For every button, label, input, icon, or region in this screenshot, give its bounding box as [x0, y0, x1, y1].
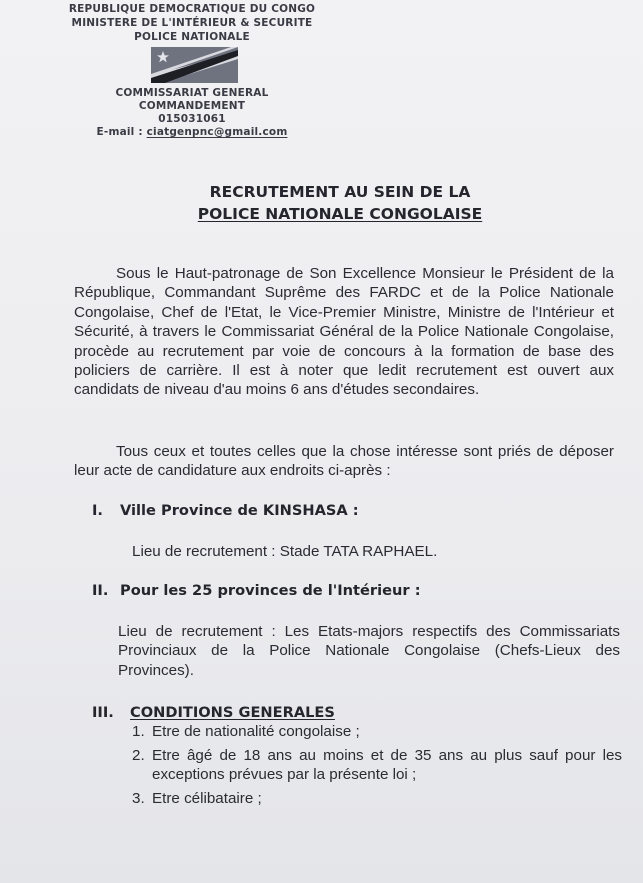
condition-item	[132, 746, 622, 785]
letterhead-commissariat: COMMISSARIAT GENERAL	[115, 87, 269, 99]
section-2-number: II.	[92, 582, 109, 599]
condition-item	[132, 722, 622, 741]
section-3-number: III.	[92, 704, 114, 721]
letterhead-phone: 015031061	[158, 113, 226, 125]
condition-text: Etre de nationalité congolaise ;	[152, 723, 360, 740]
email-link[interactable]: ciatgenpnc@gmail.com	[146, 126, 288, 138]
letterhead-police: POLICE NATIONALE	[134, 31, 250, 43]
condition-number: 2.	[132, 747, 145, 764]
condition-item	[132, 789, 622, 808]
invite-paragraph: Tous ceux et toutes celles que la chose intéresse sont priés de déposer leur acte de candidature aux endroits ci-après :	[74, 443, 614, 480]
section-3-title: CONDITIONS GENERALES	[130, 704, 335, 721]
title-line-2: POLICE NATIONALE CONGOLAISE	[197, 205, 483, 223]
letterhead-country: REPUBLIQUE DEMOCRATIQUE DU CONGO	[68, 3, 316, 15]
section-1-title: Ville Province de KINSHASA :	[120, 502, 359, 519]
section-3-heading	[92, 704, 335, 722]
section-2-text: Lieu de recrutement : Les Etats-majors respectifs des Commissariats Provinciaux de la Police Nationale Congolaise (Chefs-Lieux des Provinces).	[118, 623, 620, 679]
letterhead-ministry: MINISTERE DE L'INTÉRIEUR & SECURITE	[71, 17, 313, 29]
intro-paragraph: Sous le Haut-patronage de Son Excellence Monsieur le Président de la République, Commandant Suprême des FARDC et de la Police Nationale Congolaise, Chef de l'Etat, le Vice-Premier Ministre, Ministre de l'Intérieur et Sécurité, à travers le Commissariat Général de la Police Nationale Congolaise, procède au recrutement par voie de concours à la formation de base des policiers de carrière. Il est à noter que ledit recrutement est ouvert aux candidats de niveau d'au moins 6 ans d'études secondaires.	[74, 265, 614, 399]
letterhead-email-line	[62, 126, 322, 138]
section-2-heading	[92, 582, 421, 600]
condition-number: 3.	[132, 790, 145, 807]
section-1-heading	[92, 502, 359, 520]
email-label: E-mail :	[96, 126, 147, 138]
section-1-number: I.	[92, 502, 103, 519]
letterhead-commandement: COMMANDEMENT	[138, 100, 246, 112]
title-line-1: RECRUTEMENT AU SEIN DE LA	[209, 183, 471, 201]
section-2-title: Pour les 25 provinces de l'Intérieur :	[120, 582, 421, 599]
section-1-text: Lieu de recrutement : Stade TATA RAPHAEL.	[132, 543, 438, 560]
condition-text: Etre célibataire ;	[152, 790, 262, 807]
drc-flag-icon	[151, 47, 238, 83]
condition-text: Etre âgé de 18 ans au moins et de 35 ans au plus sauf pour les exceptions prévues par la présente loi ;	[152, 747, 622, 784]
condition-number: 1.	[132, 723, 145, 740]
